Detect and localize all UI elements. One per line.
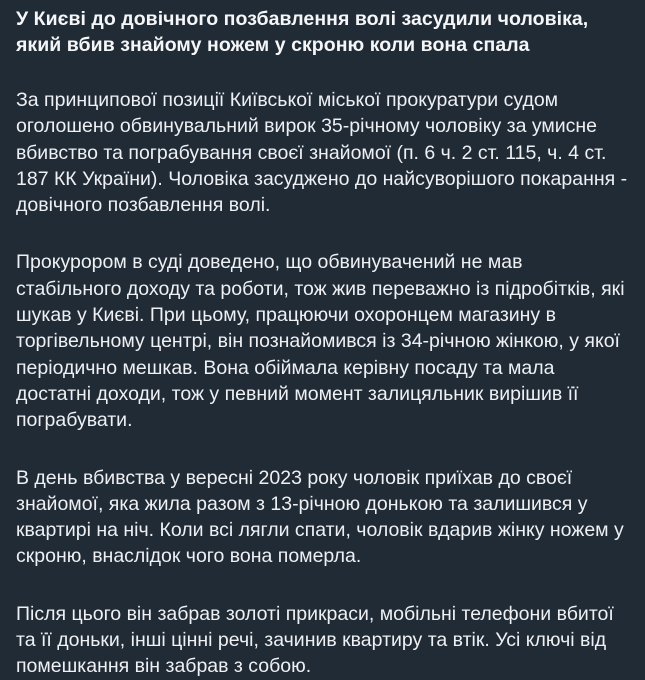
post-paragraph-1: За принципової позиції Київської міської прокуратури судом оголошено обвинувальний вирок 35-річному чоловіку за умисне вбивство та пограбування своєї знайомої (п. 6 ч. 2 ст. 115, ч. 4 ст. 187 КК України). Чоловіка засуджено до найсуворішого покарання - довічного позбавлення волі.: [16, 89, 628, 217]
post-paragraph-3: В день вбивства у вересні 2023 року чоловік приїхав до своєї знайомої, яка жила разом з 13-річною донькою та залишився у квартирі на ніч. Коли всі лягли спати, чоловік вдарив жінку ножем у скроню, внаслідок чого вона померла.: [16, 466, 624, 568]
post-paragraph-2: Прокурором в суді доведено, що обвинувачений не мав стабільного доходу та роботи, тож жив переважно із підробітків, які шукав у Києві. При цьому, працюючи охоронцем магазину в торгівельному центрі, він познайомився із 34-річною жінкою, у якої періодично мешкав. Вона обіймала керівну посаду та мала достатні доходи, тож у певний момент залицяльник вирішив її пограбувати.: [16, 251, 625, 432]
post-title: У Києві до довічного позбавлення волі засудили чоловіка, який вбив знайому ножем у скроню коли вона спала: [16, 8, 589, 56]
post-paragraph-4: Після цього він забрав золоті прикраси, мобільні телефони вбитої та її доньки, інші цінні речі, зачинив квартиру та втік. Усі ключі від помешкання він забрав з собою.: [16, 602, 614, 678]
